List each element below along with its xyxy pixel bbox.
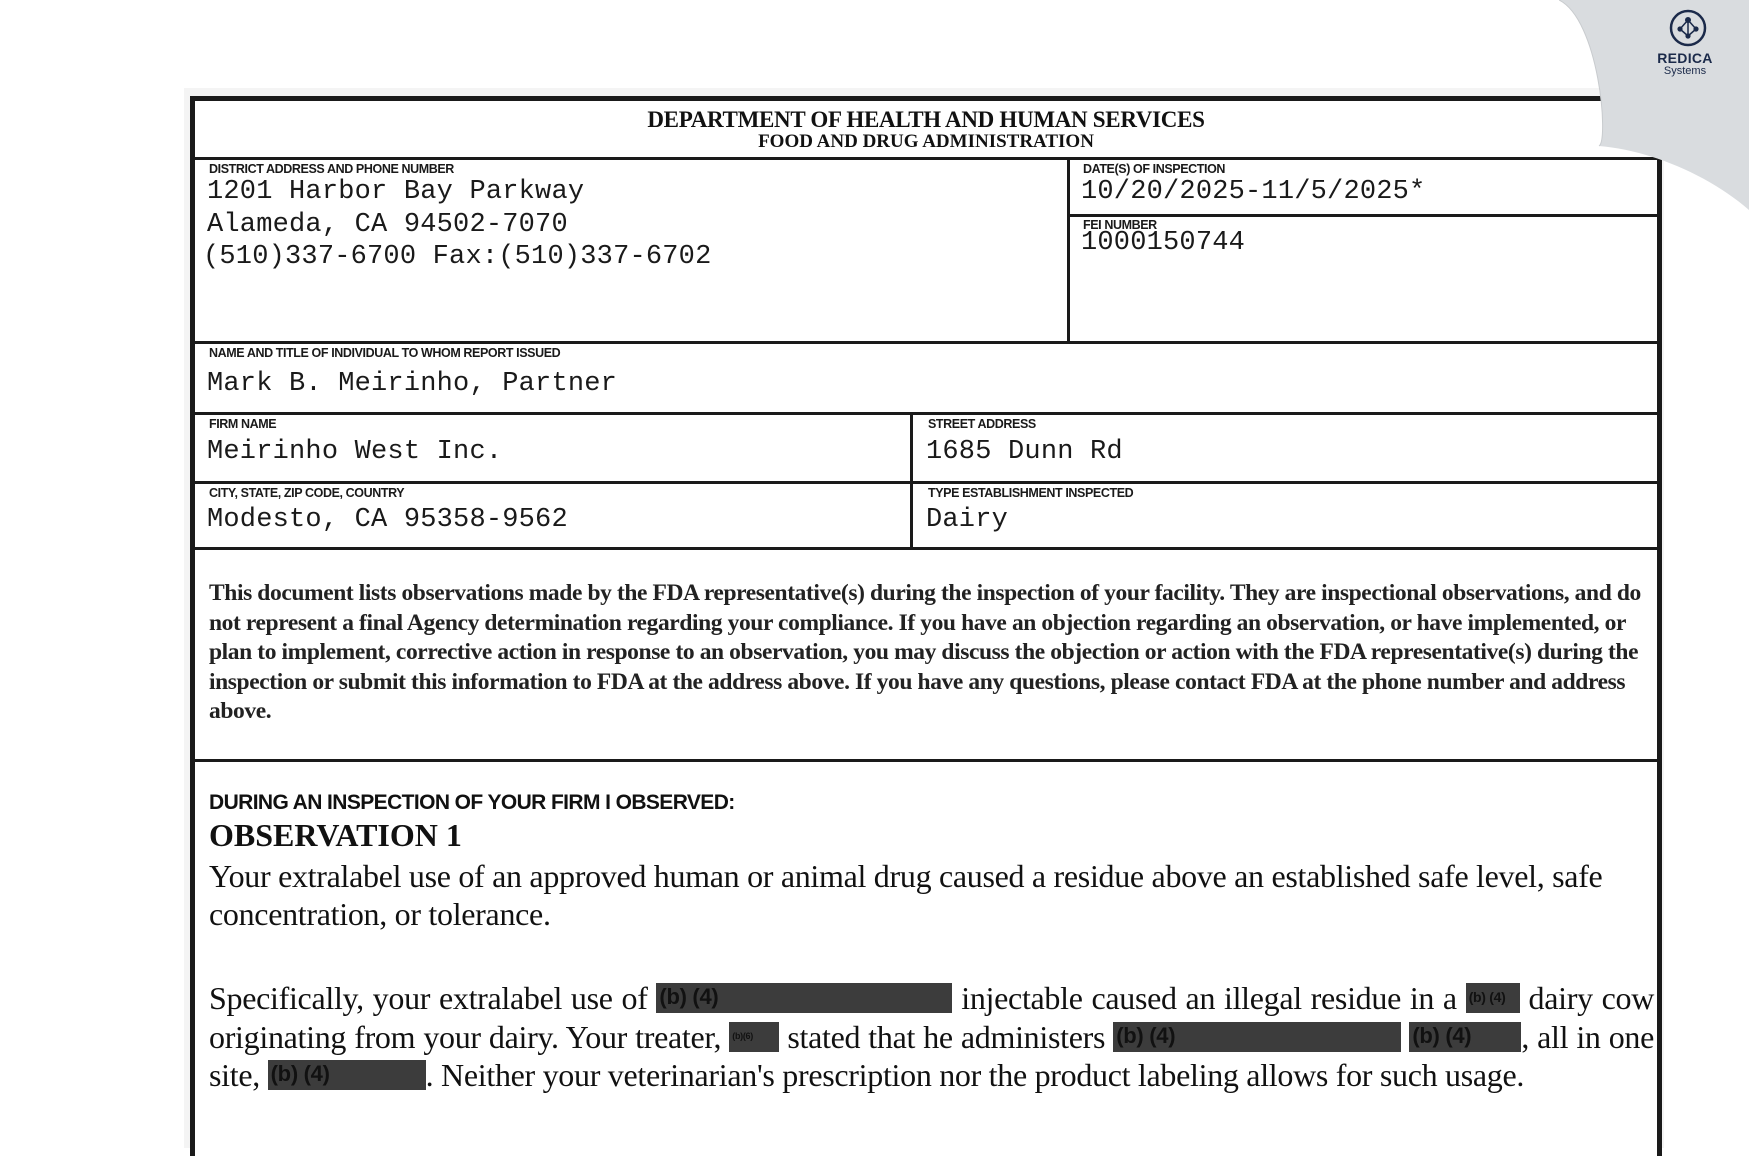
district-address-line2: Alameda, CA 94502-7070: [207, 210, 568, 240]
inspection-dates-value: 10/20/2025-11/5/2025*: [1081, 177, 1426, 207]
divider: [1067, 157, 1070, 343]
detail-text: stated that he administers: [779, 1018, 1106, 1055]
agency-title: FOOD AND DRUG ADMINISTRATION: [758, 131, 1094, 152]
fda-483-form: [190, 96, 1662, 1156]
redaction-block: (b) (4): [1466, 983, 1520, 1013]
observation-title: OBSERVATION 1: [209, 817, 462, 853]
street-address-label: STREET ADDRESS: [928, 417, 1036, 431]
corner-fold: [1559, 0, 1749, 210]
divider: [1069, 214, 1657, 217]
recipient-label: NAME AND TITLE OF INDIVIDUAL TO WHOM REPORT ISSUED: [209, 346, 561, 360]
district-phone-fax: (510)337-6700 Fax:(510)337-6702: [203, 242, 712, 272]
detail-text: Specifically, your extralabel use of: [209, 980, 648, 1016]
redaction-block: (b) (4): [656, 983, 952, 1013]
divider: [195, 341, 1657, 344]
divider: [195, 547, 1657, 550]
redaction-block: (b) (4): [1409, 1022, 1521, 1052]
fei-number-value: 1000150744: [1081, 228, 1246, 258]
street-address-value: 1685 Dunn Rd: [926, 437, 1123, 467]
detail-text: injectable caused an illegal residue in a: [952, 980, 1457, 1016]
firm-name-value: Meirinho West Inc.: [207, 437, 503, 467]
firm-name-label: FIRM NAME: [209, 417, 277, 431]
observation-summary: Your extralabel use of an approved human or animal drug caused a residue above an established safe level, safe concentration, or tolerance.: [209, 858, 1603, 932]
fei-number-label: FEI NUMBER: [1083, 218, 1157, 232]
observation-detail: [209, 979, 1654, 1095]
establishment-type-value: Dairy: [926, 505, 1009, 535]
divider: [195, 759, 1657, 762]
district-address-line1: 1201 Harbor Bay Parkway: [207, 177, 585, 207]
redaction-block: (b) (4): [1113, 1022, 1401, 1052]
observations-heading: DURING AN INSPECTION OF YOUR FIRM I OBSERVED:: [209, 791, 735, 814]
form-header: [195, 101, 1657, 152]
redaction-block: (b)(6): [729, 1022, 779, 1052]
divider: [195, 481, 1657, 484]
establishment-type-label: TYPE ESTABLISHMENT INSPECTED: [928, 486, 1134, 500]
redica-logo-icon: [1667, 8, 1709, 48]
department-title: DEPARTMENT OF HEALTH AND HUMAN SERVICES: [647, 107, 1205, 132]
logo-name: REDICA: [1657, 50, 1713, 66]
divider: [195, 157, 1657, 160]
disclaimer-text: This document lists observations made by the FDA representative(s) during the inspection of your facility. They are inspectional observations, and do not represent a final Agency determination regarding your compliance. If you have an objection regarding an observation, or have implemented, or plan to implement, corrective action in response to an observation, you may discuss the objection or action with the FDA representative(s) during the inspection or submit this information to FDA at the address above. If you have any questions, please contact FDA at the phone number and address above.: [209, 580, 1641, 724]
city-value: Modesto, CA 95358-9562: [207, 505, 568, 535]
detail-text: , all in one site,: [209, 1018, 1655, 1093]
detail-text: dairy cow originating from your dairy. Your treater,: [209, 980, 1655, 1055]
divider: [195, 412, 1657, 415]
logo-subtitle: Systems: [1663, 65, 1707, 77]
recipient-value: Mark B. Meirinho, Partner: [207, 369, 618, 399]
detail-text: . Neither your veterinarian's prescription nor the product labeling allows for such usage.: [425, 1057, 1525, 1093]
city-label: CITY, STATE, ZIP CODE, COUNTRY: [209, 486, 405, 500]
redaction-block: (b) (4): [268, 1060, 426, 1090]
district-label: DISTRICT ADDRESS AND PHONE NUMBER: [209, 162, 454, 176]
inspection-dates-label: DATE(S) OF INSPECTION: [1083, 162, 1226, 176]
